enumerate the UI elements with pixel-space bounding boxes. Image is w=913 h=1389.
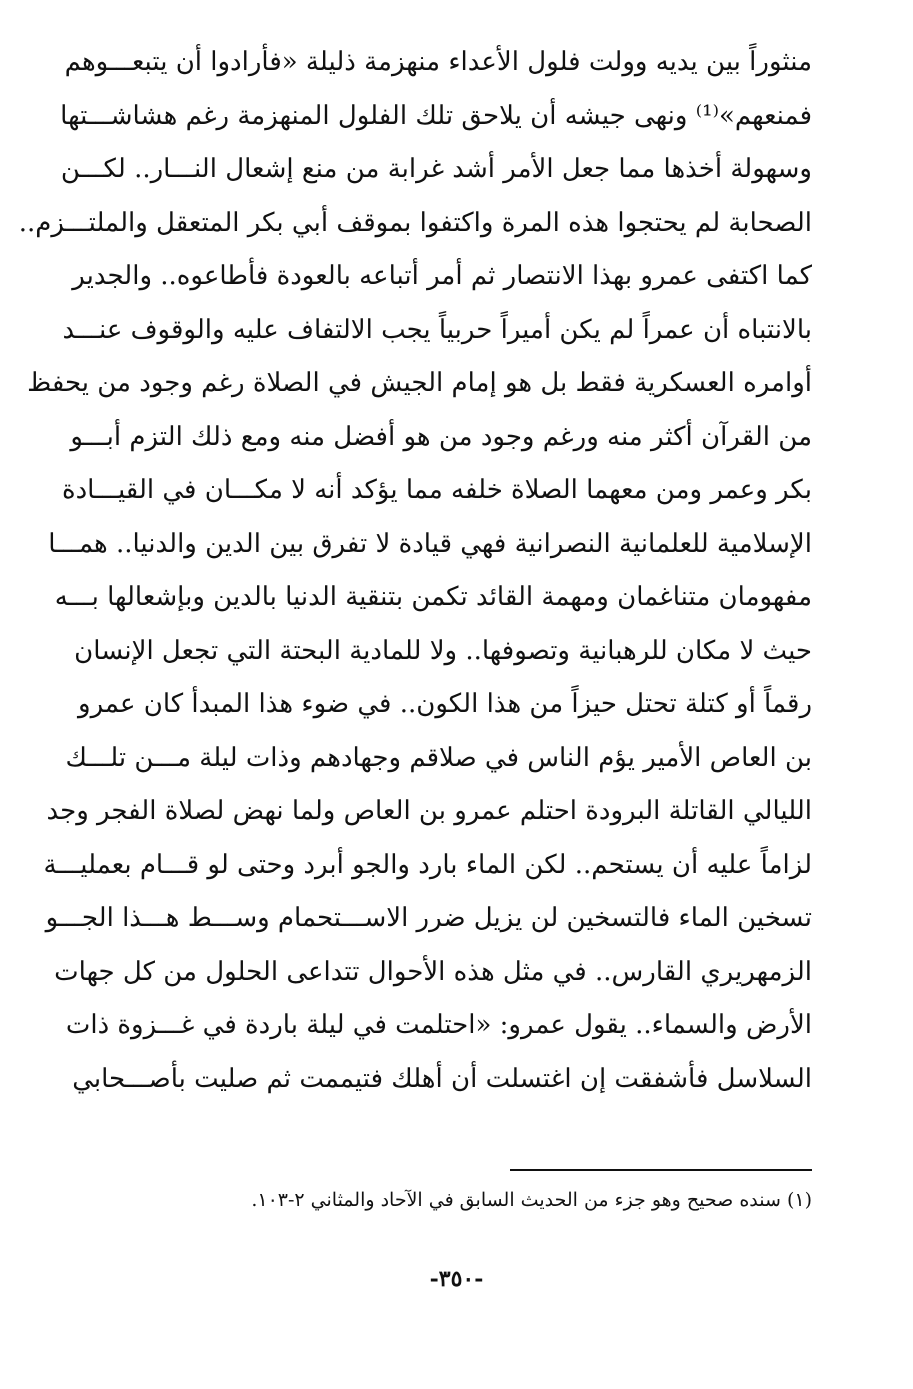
footnote-divider (510, 1169, 812, 1171)
text-line: الليالي القاتلة البرودة احتلم عمرو بن العاص ولما نهض لصلاة الفجر وجد (46, 796, 812, 826)
text-line: رقماً أو كتلة تحتل حيزاً من هذا الكون.. في ضوء هذا المبدأ كان عمرو (78, 689, 812, 719)
text-line: لزاماً عليه أن يستحم.. لكن الماء بارد والجو أبرد وحتى لو قـــام بعمليـــة (43, 849, 812, 880)
text-line: الزمهريري القارس.. في مثل هذه الأحوال تتداعى الحلول من كل جهات (54, 956, 812, 987)
text-line: وسهولة أخذها مما جعل الأمر أشد غرابة من منع إشعال النـــار.. لكـــن (60, 154, 812, 184)
footnote: (١) سنده صحيح وهو جزء من الحديث السابق في الآحاد والمثاني ٢-١٠٣. (251, 1189, 812, 1211)
text-line: بكر وعمر ومن معهما الصلاة خلفه مما يؤكد أنه لا مكـــان في القيـــادة (61, 475, 812, 505)
text-line: بالانتباه أن عمراً لم يكن أميراً حربياً يجب الالتفاف عليه والوقوف عنـــد (62, 314, 812, 345)
text-line: الصحابة لم يحتجوا هذه المرة واكتفوا بموقف أبي بكر المتعقل والملتـــزم.. (18, 207, 812, 238)
page-number: -٣٥٠- (429, 1266, 484, 1292)
text-line: السلاسل فأشفقت إن اغتسلت أن أهلك فتيممت ثم صليت بأصـــحابي (72, 1063, 812, 1094)
text-line: بن العاص الأمير يؤم الناس في صلاقم وجهادهم وذات ليلة مـــن تلـــك (65, 742, 812, 773)
text-line: الإسلامية للعلمانية النصرانية فهي قيادة لا تفرق بين الدين والدنيا.. همـــا (48, 528, 812, 559)
text-line: منثوراً بين يديه وولت فلول الأعداء منهزمة ذليلة «فأرادوا أن يتبعـــوهم (64, 47, 812, 77)
text-line: الأرض والسماء.. يقول عمرو: «احتلمت في ليلة باردة في غـــزوة ذات (65, 1010, 812, 1040)
main-text-block (18, 36, 812, 1106)
text-line: من القرآن أكثر منه ورغم وجود من هو أفضل منه ومع ذلك التزم أبـــو (70, 421, 812, 452)
text-line: حيث لا مكان للرهبانية وتصوفها.. ولا للمادية البحتة التي تجعل الإنسان (74, 635, 812, 666)
text-line: فمنعهم»⁽¹⁾ ونهى جيشه أن يلاحق تلك الفلول المنهزمة رغم هشاشـــتها (60, 100, 812, 131)
text-line: كما اكتفى عمرو بهذا الانتصار ثم أمر أتباعه بالعودة فأطاعوه.. والجدير (72, 261, 812, 291)
text-line: أوامره العسكرية فقط بل هو إمام الجيش في الصلاة رغم وجود من يحفظ (27, 368, 812, 398)
text-line: تسخين الماء فالتسخين لن يزيل ضرر الاســـتحمام وســـط هـــذا الجـــو (45, 903, 812, 933)
text-line: مفهومان متناغمان ومهمة القائد تكمن بتنقية الدنيا بالدين وبإشعالها بـــه (54, 582, 812, 612)
